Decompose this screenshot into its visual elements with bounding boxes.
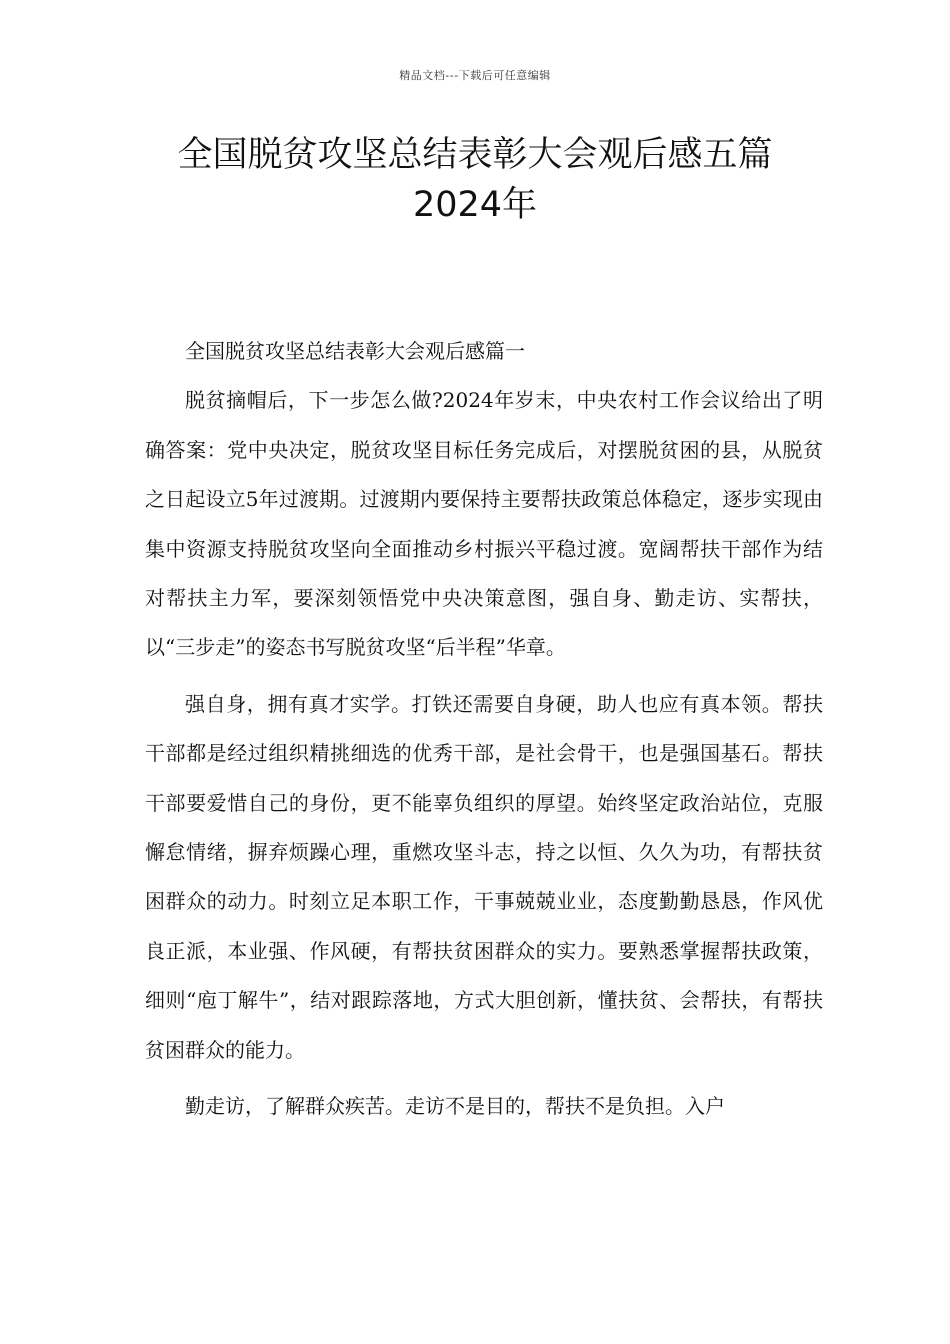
paragraph-1: 脱贫摘帽后，下一步怎么做?2024年岁末，中央农村工作会议给出了明确答案：党中央决定，脱贫攻坚目标任务完成后，对摆脱贫困的县，从脱贫之日起设立5年过渡期。过渡期内要保持主要帮扶政策总体稳定，逐步实现由集中资源支持脱贫攻坚向全面推动乡村振兴平稳过渡。宽阔帮扶干部作为结对帮扶主力军，要深刻领悟党中央决策意图，强自身、勤走访、实帮扶，以“三步走”的姿态书写脱贫攻坚“后半程”华章。	[145, 388, 823, 660]
section-heading: 全国脱贫攻坚总结表彰大会观后感篇一	[185, 339, 525, 363]
title-line-2: 2024年	[412, 185, 538, 225]
paragraph-2: 强自身，拥有真才实学。打铁还需要自身硬，助人也应有真本领。帮扶干部都是经过组织精挑细选的优秀干部，是社会骨干，也是强国基石。帮扶干部要爱惜自己的身份，更不能辜负组织的厚望。始终坚定政治站位，克服懈怠情绪，摒弃烦躁心理，重燃攻坚斗志，持之以恒、久久为功，有帮扶贫困群众的动力。时刻立足本职工作，干事兢兢业业，态度勤勤恳恳，作风优良正派，本业强、作风硬，有帮扶贫困群众的实力。要熟悉掌握帮扶政策，细则“庖丁解牛”，结对跟踪落地，方式大胆创新，懂扶贫、会帮扶，有帮扶贫困群众的能力。	[145, 691, 823, 1062]
title-line-1: 全国脱贫攻坚总结表彰大会观后感五篇	[177, 135, 773, 175]
paragraph-3: 勤走访，了解群众疾苦。走访不是目的，帮扶不是负担。入户	[185, 1094, 725, 1119]
document-title	[100, 130, 850, 230]
document-body	[145, 327, 823, 1132]
header-note: 精品文档---下载后可任意编辑	[399, 69, 551, 82]
